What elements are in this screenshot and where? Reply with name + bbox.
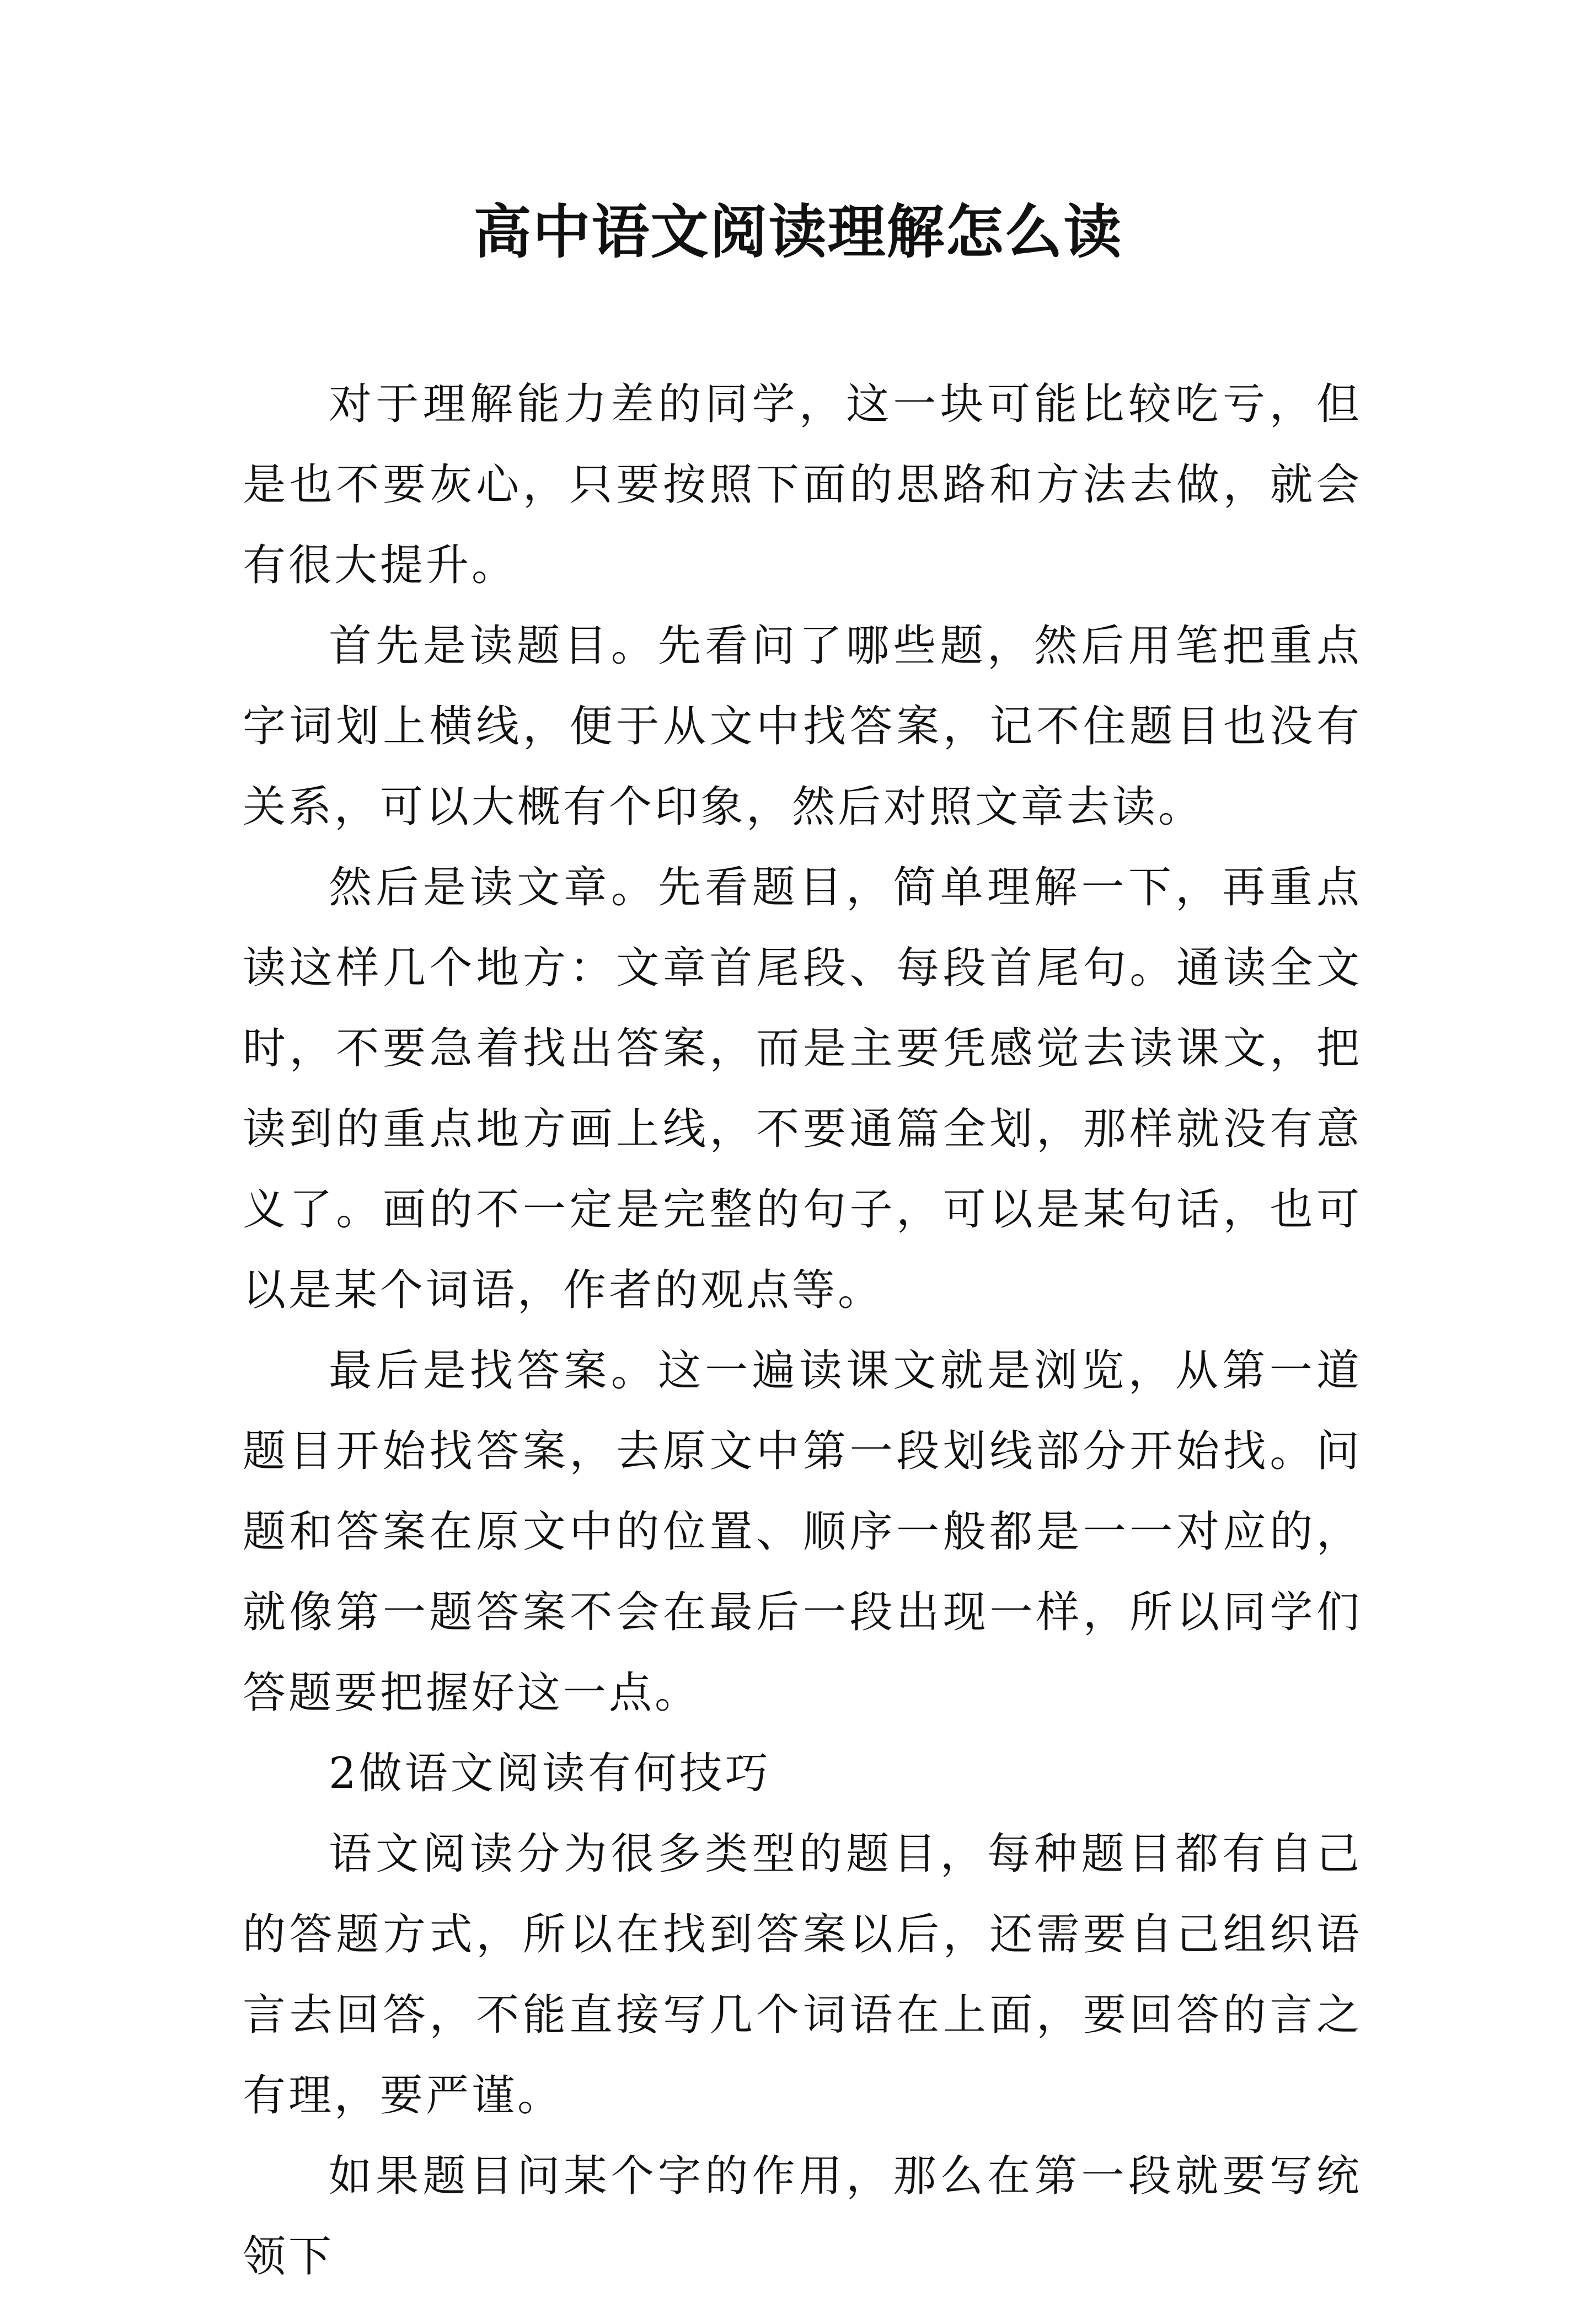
paragraph-read-questions: 首先是读题目。先看问了哪些题，然后用笔把重点字词划上横线，便于从文中找答案，记不住题目也没有关系，可以大概有个印象，然后对照文章去读。	[243, 621, 1362, 832]
paragraph-read-article: 然后是读文章。先看题目，简单理解一下，再重点读这样几个地方：文章首尾段、每段首尾句。通读全文时，不要急着找出答案，而是主要凭感觉去读课文，把读到的重点地方画上线，不要通篇全划，那样就没有意义了。画的不一定是完整的句子，可以是某句话，也可以是某个词语，作者的观点等。	[243, 863, 1362, 1315]
paragraph-word-function: 如果题目问某个字的作用，那么在第一段就要写统领下	[243, 2151, 1362, 2282]
paragraph-question-types: 语文阅读分为很多类型的题目，每种题目都有自己的答题方式，所以在找到答案以后，还需要自己组织语言去回答，不能直接写几个词语在上面，要回答的言之有理，要严谨。	[243, 1829, 1362, 2120]
document-title: 高中语文阅读理解怎么读	[473, 197, 1123, 266]
section-heading: 2做语文阅读有何技巧	[329, 1749, 771, 1798]
paragraph-intro: 对于理解能力差的同学，这一块可能比较吃亏，但是也不要灰心，只要按照下面的思路和方法去做，就会有很大提升。	[243, 380, 1362, 590]
paragraph-find-answers: 最后是找答案。这一遍读课文就是浏览，从第一道题目开始找答案，去原文中第一段划线部分开始找。问题和答案在原文中的位置、顺序一般都是一一对应的，就像第一题答案不会在最后一段出现一样，所以同学们答题要把握好这一点。	[243, 1346, 1362, 1718]
document-body	[243, 364, 1362, 2297]
